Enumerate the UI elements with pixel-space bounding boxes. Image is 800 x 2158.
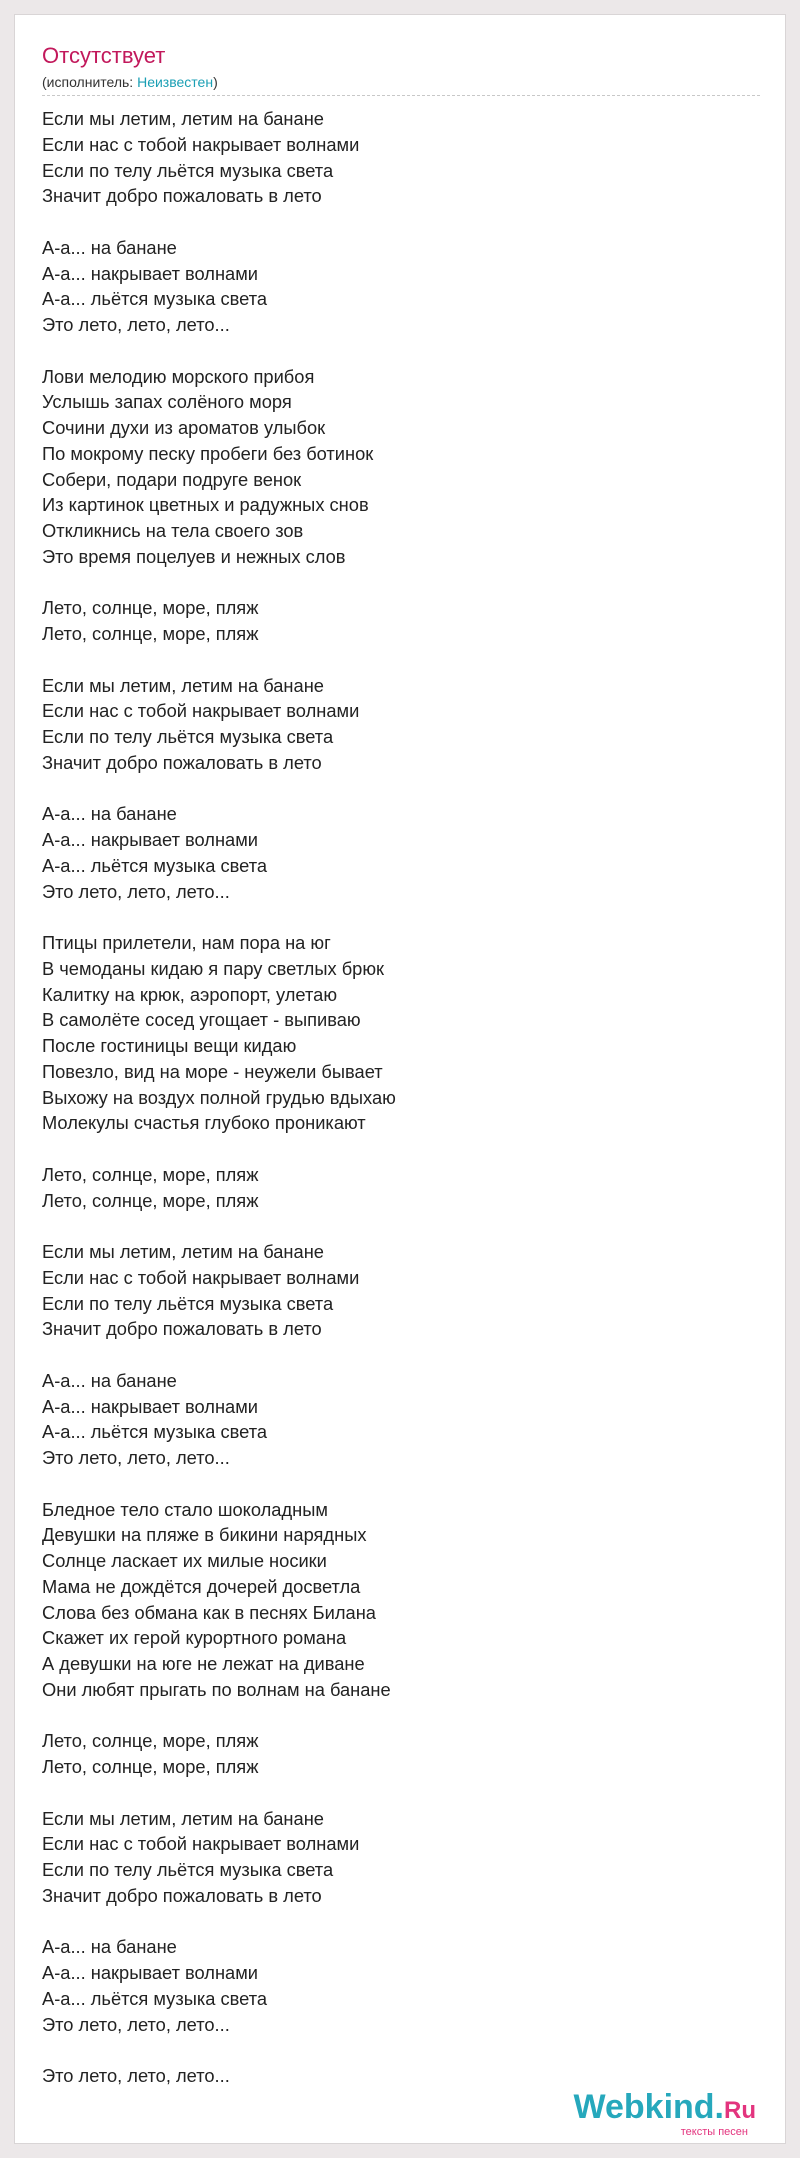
song-title: Отсутствует xyxy=(42,43,166,68)
lyric-line: Откликнись на тела своего зов xyxy=(42,520,304,541)
lyric-line: А-а... на банане xyxy=(42,1369,177,1391)
lyric-line: А-а... на банане xyxy=(42,1936,177,1958)
lyric-line: Это лето, лето, лето... xyxy=(42,1447,230,1468)
lyric-line: Это лето, лето, лето... xyxy=(42,880,230,902)
lyric-line: Лето, солнце, море, пляж xyxy=(42,1189,259,1211)
lyric-line: Если нас с тобой накрывает волнами xyxy=(42,133,360,155)
lyric-line: Лето, солнце, море, пляж xyxy=(42,1163,259,1185)
lyric-line: Птицы прилетели, нам пора на юг xyxy=(42,932,331,953)
lyric-line: Если по телу льётся музыка света xyxy=(42,1292,334,1314)
lyric-line: Если мы летим, летим на банане xyxy=(42,674,324,696)
lyric-line: Это лето, лето, лето... xyxy=(42,2065,230,2086)
lyric-line: Девушки на пляже в бикини нарядных xyxy=(42,1524,367,1546)
lyric-line: Собери, подари подруге венок xyxy=(42,468,302,490)
lyric-line: А-а... льётся музыка света xyxy=(42,1987,268,2009)
lyric-line: Если по телу льётся музыка света xyxy=(42,726,334,747)
artist-suffix: ) xyxy=(213,74,218,90)
site-logo[interactable] xyxy=(574,2089,757,2138)
lyric-line: А-а... накрывает волнами xyxy=(42,262,259,284)
lyric-line: А-а... накрывает волнами xyxy=(42,1395,259,1417)
lyric-line: Бледное тело стало шоколадным xyxy=(42,1498,328,1520)
logo-wordmark xyxy=(574,2089,757,2129)
logo-dot: . xyxy=(714,2088,724,2126)
title-divider xyxy=(42,95,760,96)
lyric-line: Солнце ласкает их милые носики xyxy=(42,1550,327,1571)
logo-tld: Ru xyxy=(724,2097,756,2124)
lyric-line: В чемоданы кидаю я пару светлых брюк xyxy=(42,957,385,979)
lyric-line: Значит добро пожаловать в лето xyxy=(42,1318,322,1340)
lyric-line: Если нас с тобой накрывает волнами xyxy=(42,1833,360,1855)
lyric-line: Это время поцелуев и нежных слов xyxy=(42,545,346,567)
lyric-line: Значит добро пожаловать в лето xyxy=(42,1884,322,1906)
lyric-line: Если по телу льётся музыка света xyxy=(42,1859,334,1880)
lyric-line: А-а... льётся музыка света xyxy=(42,854,268,876)
stanza-break xyxy=(42,1342,762,1368)
artist-link[interactable]: Неизвестен xyxy=(137,74,214,90)
lyric-line: Они любят прыгать по волнам на банане xyxy=(42,1678,391,1700)
lyric-line: В самолёте сосед угощает - выпиваю xyxy=(42,1009,361,1031)
stanza-break xyxy=(42,1780,762,1806)
lyric-line: Услышь запах солёного моря xyxy=(42,391,292,413)
stanza-break xyxy=(42,776,762,802)
lyric-line: Это лето, лето, лето... xyxy=(42,2013,230,2035)
stanza-break xyxy=(42,209,762,235)
lyric-line: Лето, солнце, море, пляж xyxy=(42,597,259,619)
lyric-line: Повезло, вид на море - неужели бывает xyxy=(42,1060,383,1082)
lyric-line: Скажет их герой курортного романа xyxy=(42,1627,347,1649)
stanza-break xyxy=(42,904,762,930)
lyric-line: Лето, солнце, море, пляж xyxy=(42,1756,259,1777)
stanza-break xyxy=(42,1703,762,1729)
lyric-line: А-а... на банане xyxy=(42,236,177,258)
lyric-line: Если нас с тобой накрывает волнами xyxy=(42,1266,360,1288)
lyric-line: А-а... льётся музыка света xyxy=(42,288,268,310)
lyric-line: Значит добро пожаловать в лето xyxy=(42,751,322,773)
lyric-line: А-а... накрывает волнами xyxy=(42,1962,259,1983)
stanza-break xyxy=(42,1909,762,1935)
lyric-line: После гостиницы вещи кидаю xyxy=(42,1035,297,1056)
logo-tagline: тексты песен xyxy=(680,2126,748,2138)
lyric-line: Это лето, лето, лето... xyxy=(42,314,230,335)
lyric-line: Выхожу на воздух полной грудью вдыхаю xyxy=(42,1086,396,1108)
stanza-break xyxy=(42,338,762,364)
lyric-line: Если мы летим, летим на банане xyxy=(42,108,324,129)
stanza-break xyxy=(42,2037,762,2063)
lyrics-card xyxy=(14,14,786,2144)
lyrics-text xyxy=(42,106,762,2089)
lyric-line: Лето, солнце, море, пляж xyxy=(42,1730,259,1752)
lyric-line: Если мы летим, летим на банане xyxy=(42,1241,324,1262)
stanza-break xyxy=(42,570,762,596)
stanza-break xyxy=(42,647,762,673)
lyric-line: Если нас с тобой накрывает волнами xyxy=(42,700,360,722)
lyric-line: Лето, солнце, море, пляж xyxy=(42,623,259,644)
lyric-line: Из картинок цветных и радужных снов xyxy=(42,494,369,516)
lyric-line: Калитку на крюк, аэропорт, улетаю xyxy=(42,983,338,1005)
lyric-line: Лови мелодию морского прибоя xyxy=(42,365,315,387)
lyric-line: А-а... на банане xyxy=(42,803,177,825)
artist-line xyxy=(42,73,218,91)
lyric-line: А-а... льётся музыка света xyxy=(42,1421,268,1443)
lyric-line: Молекулы счастья глубоко проникают xyxy=(42,1112,366,1134)
lyric-line: Слова без обмана как в песнях Билана xyxy=(42,1601,376,1623)
lyric-line: По мокрому песку пробеги без ботинок xyxy=(42,442,374,464)
stanza-break xyxy=(42,1136,762,1162)
lyric-line: Мама не дождётся дочерей досветла xyxy=(42,1575,361,1597)
stanza-break xyxy=(42,1213,762,1239)
artist-prefix: (исполнитель: xyxy=(42,74,138,90)
logo-brand: Webkind xyxy=(573,2088,715,2126)
lyric-line: Если мы летим, летим на банане xyxy=(42,1807,324,1829)
lyric-line: Если по телу льётся музыка света xyxy=(42,159,334,181)
lyric-line: А девушки на юге не лежат на диване xyxy=(42,1653,365,1674)
lyric-line: А-а... накрывает волнами xyxy=(42,829,259,850)
stanza-break xyxy=(42,1471,762,1497)
lyric-line: Сочини духи из ароматов улыбок xyxy=(42,417,326,438)
lyric-line: Значит добро пожаловать в лето xyxy=(42,185,322,207)
